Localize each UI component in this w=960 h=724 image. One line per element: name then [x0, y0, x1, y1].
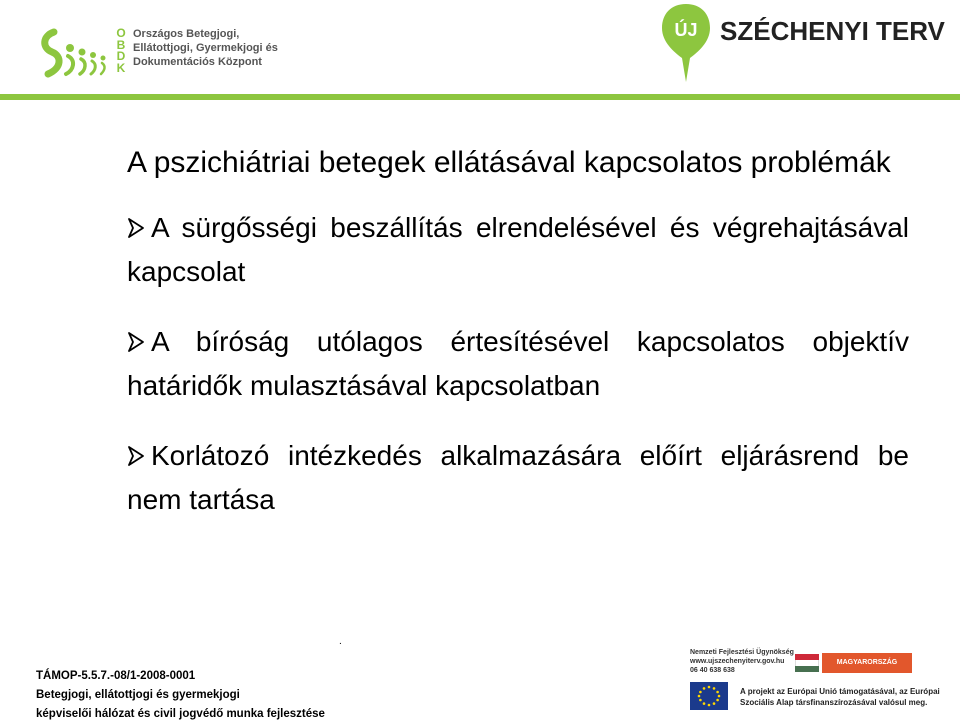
- nfu-line: 06 40 638 638: [690, 667, 735, 674]
- obdk-name-line: Dokumentációs Központ: [133, 56, 262, 68]
- sz-badge-text: ÚJ: [674, 20, 698, 40]
- bullet-item: [127, 206, 909, 294]
- obdk-letter: B: [116, 37, 126, 52]
- szechenyi-pin-icon: [660, 2, 712, 84]
- obdk-name-line: Ellátottjogi, Gyermekjogi és: [133, 42, 278, 54]
- bullet-text: A sürgősségi beszállítás elrendelésével és végrehajtásával kapcsolat: [127, 212, 909, 287]
- obdk-vertical-letters: [114, 28, 128, 74]
- bullet-item: [127, 434, 909, 522]
- arrow-bullet-icon: [127, 217, 145, 239]
- footer-line: TÁMOP-5.5.7.-08/1-2008-0001: [36, 670, 196, 682]
- nfu-line: www.ujszechenyiterv.gov.hu: [690, 658, 785, 665]
- arrow-bullet-icon: [127, 331, 145, 353]
- obdk-logo-icon: [40, 26, 110, 80]
- magyarorszag-megujul-badge: MAGYARORSZÁG MEGÚJUL: [822, 653, 912, 673]
- slide-title: A pszichiátriai betegek ellátásával kapcsolatos problémák: [127, 146, 891, 179]
- slide-content: [127, 140, 909, 548]
- nfu-info: [690, 648, 794, 675]
- obdk-name: [133, 27, 278, 69]
- obdk-name-line: Országos Betegjogi,: [133, 28, 240, 40]
- obdk-letter: O: [116, 26, 126, 40]
- arrow-bullet-icon: [127, 445, 145, 467]
- stray-dot: .: [339, 636, 342, 647]
- hungarian-flag-icon: [795, 654, 819, 672]
- szechenyi-title: SZÉCHENYI TERV: [720, 16, 945, 46]
- header-divider: [0, 94, 960, 100]
- footer-line: képviselői hálózat és civil jogvédő munka fejlesztése: [36, 708, 325, 720]
- footer-project-info: [36, 667, 325, 724]
- eu-line: A projekt az Európai Unió támogatásával, az Európai: [740, 687, 940, 696]
- nfu-line: Nemzeti Fejlesztési Ügynökség: [690, 649, 794, 656]
- eu-flag-icon: [690, 682, 728, 710]
- footer-line: Betegjogi, ellátottjogi és gyermekjogi: [36, 689, 240, 701]
- obdk-letter: D: [116, 49, 126, 64]
- bullet-text: A bíróság utólagos értesítésével kapcsolatos objektív határidők mulasztásával kapcsolatban: [127, 326, 909, 401]
- eu-support-text: [740, 686, 940, 708]
- bullet-item: [127, 320, 909, 408]
- bullet-text: Korlátozó intézkedés alkalmazására előírt eljárásrend be nem tartása: [127, 440, 909, 515]
- header: [0, 0, 960, 96]
- eu-line: Szociális Alap társfinanszírozásával valósul meg.: [740, 698, 928, 707]
- obdk-letter: K: [116, 60, 126, 75]
